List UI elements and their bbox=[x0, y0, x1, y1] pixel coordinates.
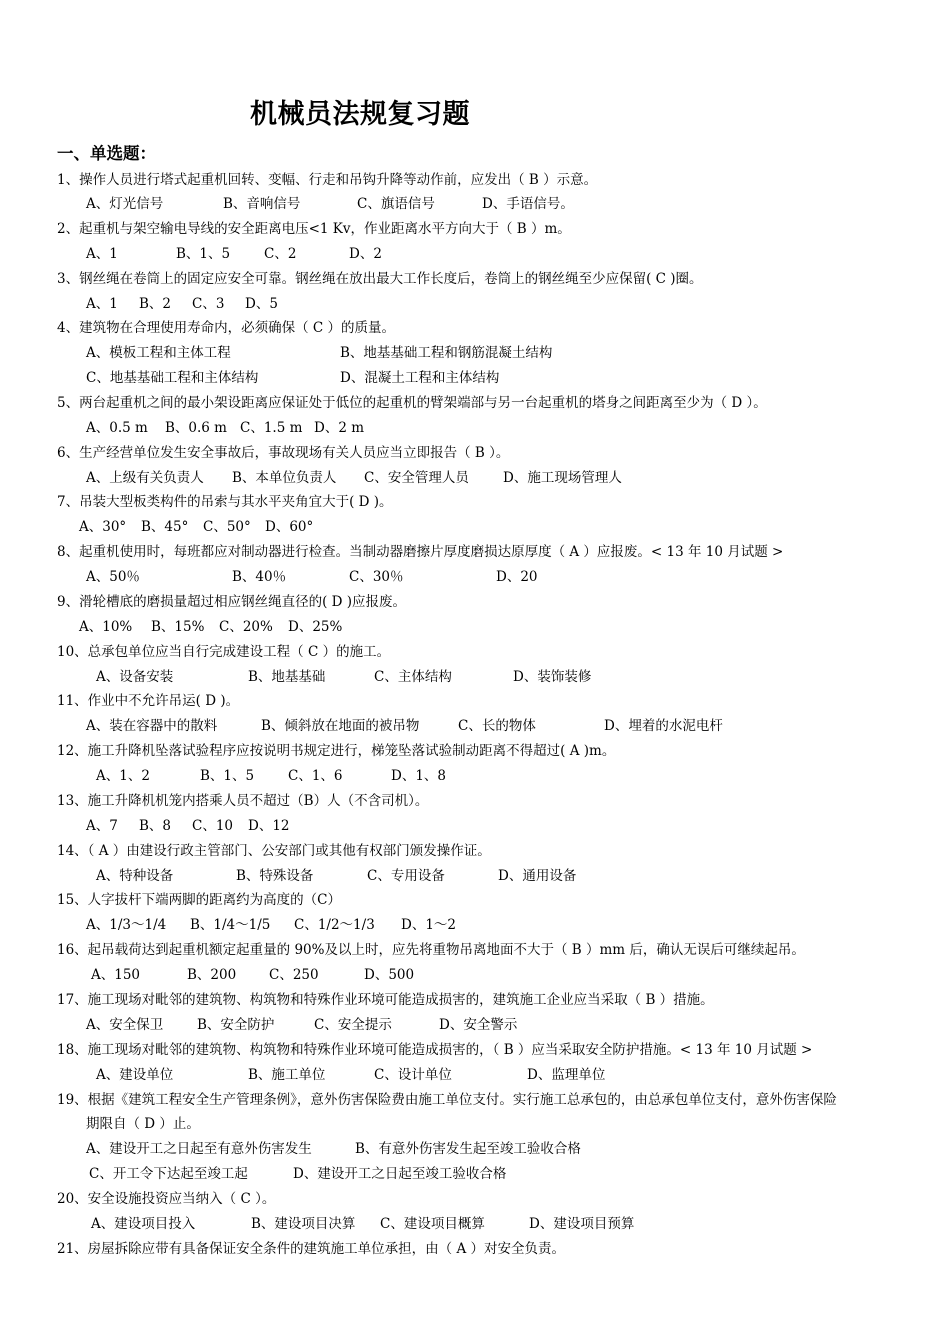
answer-option: B、8 bbox=[139, 818, 172, 834]
answer-option: A、1/3～1/4 bbox=[86, 917, 167, 933]
answer-option: D、手语信号。 bbox=[482, 196, 574, 212]
question-text: 19、根据《建筑工程安全生产管理条例》，意外伤害保险费由施工单位支付。实行施工总承包的，由总承包单位支付，意外伤害保险 bbox=[57, 1092, 837, 1108]
answer-option: A、灯光信号 bbox=[86, 196, 164, 212]
answer-option: C、2 bbox=[264, 246, 297, 262]
answer-option: C、10 bbox=[192, 818, 234, 834]
question-text: 15、人字拔杆下端两脚的距离约为高度的（C） bbox=[57, 892, 342, 908]
answer-option: D、混凝土工程和主体结构 bbox=[340, 370, 500, 386]
question-text: 3、钢丝绳在卷筒上的固定应安全可靠。钢丝绳在放出最大工作长度后，卷筒上的钢丝绳至少应保留( C )圈。 bbox=[57, 271, 703, 287]
answer-option: A、装在容器中的散料 bbox=[86, 718, 218, 734]
answer-option: D、20 bbox=[496, 569, 538, 585]
answer-option: D、建设项目预算 bbox=[529, 1216, 635, 1232]
answer-option: B、有意外伤害发生起至竣工验收合格 bbox=[355, 1141, 581, 1157]
answer-option: B、40％ bbox=[232, 569, 287, 585]
answer-option: A、30° bbox=[79, 519, 127, 535]
question-text: 4、建筑物在合理使用寿命内，必须确保（ C ）的质量。 bbox=[57, 320, 396, 336]
answer-option: C、旗语信号 bbox=[357, 196, 435, 212]
answer-option: C、安全管理人员 bbox=[364, 470, 469, 486]
answer-option: A、1 bbox=[86, 296, 118, 312]
document-title: 机械员法规复习题 bbox=[250, 99, 470, 130]
answer-option: B、15% bbox=[151, 619, 205, 635]
answer-option: B、0.6 m bbox=[165, 420, 227, 436]
answer-option: A、7 bbox=[86, 818, 118, 834]
section-heading: 一、单选题： bbox=[57, 144, 156, 163]
answer-option: A、安全保卫 bbox=[86, 1017, 164, 1033]
answer-option: B、1、5 bbox=[176, 246, 231, 262]
answer-option: A、50％ bbox=[86, 569, 140, 585]
answer-option: A、设备安装 bbox=[96, 669, 174, 685]
question-text-continued: 期限自（ D ）止。 bbox=[86, 1116, 200, 1132]
answer-option: C、安全提示 bbox=[314, 1017, 392, 1033]
question-text: 12、施工升降机坠落试验程序应按说明书规定进行，梯笼坠落试验制动距离不得超过( A )m。 bbox=[57, 743, 616, 759]
answer-option: C、50° bbox=[203, 519, 251, 535]
answer-option: B、地基基础工程和钢筋混凝土结构 bbox=[340, 345, 553, 361]
answer-option: B、地基基础 bbox=[248, 669, 326, 685]
answer-option: C、长的物体 bbox=[458, 718, 536, 734]
question-text: 6、生产经营单位发生安全事故后，事故现场有关人员应当立即报告（ B ）。 bbox=[57, 445, 510, 461]
answer-option: D、建设开工之日起至竣工验收合格 bbox=[293, 1166, 507, 1182]
answer-option: B、音响信号 bbox=[223, 196, 301, 212]
answer-option: B、2 bbox=[139, 296, 172, 312]
answer-option: B、施工单位 bbox=[248, 1067, 326, 1083]
answer-option: C、地基基础工程和主体结构 bbox=[86, 370, 259, 386]
answer-option: A、模板工程和主体工程 bbox=[86, 345, 231, 361]
answer-option: D、25% bbox=[288, 619, 343, 635]
question-text: 5、两台起重机之间的最小架设距离应保证处于低位的起重机的臂架端部与另一台起重机的塔身之间距离至少为（ D ）。 bbox=[57, 395, 767, 411]
answer-option: B、安全防护 bbox=[197, 1017, 275, 1033]
answer-option: A、150 bbox=[91, 967, 141, 983]
answer-option: C、设计单位 bbox=[374, 1067, 452, 1083]
answer-option: A、1、2 bbox=[96, 768, 150, 784]
answer-option: D、2 m bbox=[314, 420, 365, 436]
answer-option: C、30％ bbox=[349, 569, 404, 585]
answer-option: D、施工现场管理人 bbox=[503, 470, 622, 486]
answer-option: D、通用设备 bbox=[498, 868, 577, 884]
answer-option: B、45° bbox=[141, 519, 189, 535]
answer-option: B、1、5 bbox=[200, 768, 255, 784]
answer-option: B、本单位负责人 bbox=[232, 470, 337, 486]
answer-option: A、建设开工之日起至有意外伤害发生 bbox=[86, 1141, 312, 1157]
answer-option: D、5 bbox=[245, 296, 278, 312]
question-text: 14、（ A ）由建设行政主管部门、公安部门或其他有权部门颁发操作证。 bbox=[57, 843, 491, 859]
answer-option: D、装饰装修 bbox=[513, 669, 592, 685]
answer-option: B、倾斜放在地面的被吊物 bbox=[261, 718, 420, 734]
answer-option: D、2 bbox=[349, 246, 382, 262]
answer-option: C、3 bbox=[192, 296, 225, 312]
question-text: 1、操作人员进行塔式起重机回转、变幅、行走和吊钩升降等动作前，应发出（ B ）示意。 bbox=[57, 172, 598, 188]
answer-option: D、60° bbox=[265, 519, 314, 535]
answer-option: B、特殊设备 bbox=[236, 868, 314, 884]
question-text: 8、起重机使用时，每班都应对制动器进行检查。当制动器磨擦片厚度磨损达原厚度（ A ）应报废。< 13 年 10 月试题 > bbox=[57, 544, 784, 560]
question-text: 18、施工现场对毗邻的建筑物、构筑物和特殊作业环境可能造成损害的，（ B ）应当采取安全防护措施。< 13 年 10 月试题 > bbox=[57, 1042, 813, 1058]
answer-option: A、建设单位 bbox=[96, 1067, 174, 1083]
question-text: 2、起重机与架空输电导线的安全距离电压<1 Kv，作业距离水平方向大于（ B ）m。 bbox=[57, 221, 571, 237]
answer-option: C、250 bbox=[269, 967, 319, 983]
answer-option: C、1/2～1/3 bbox=[294, 917, 375, 933]
question-text: 11、作业中不允许吊运( D )。 bbox=[57, 693, 240, 709]
answer-option: A、10% bbox=[79, 619, 133, 635]
answer-option: D、监理单位 bbox=[527, 1067, 606, 1083]
answer-option: C、1、6 bbox=[288, 768, 343, 784]
answer-option: B、1/4～1/5 bbox=[190, 917, 271, 933]
question-text: 16、起吊载荷达到起重机额定起重量的 90%及以上时，应先将重物吊离地面不大于（ B ）mm 后，确认无误后可继续起吊。 bbox=[57, 942, 805, 958]
answer-option: C、主体结构 bbox=[374, 669, 452, 685]
answer-option: C、专用设备 bbox=[367, 868, 445, 884]
question-text: 10、总承包单位应当自行完成建设工程（ C ）的施工。 bbox=[57, 644, 391, 660]
answer-option: C、建设项目概算 bbox=[380, 1216, 485, 1232]
answer-option: A、建设项目投入 bbox=[91, 1216, 196, 1232]
answer-option: B、建设项目决算 bbox=[251, 1216, 356, 1232]
answer-option: A、上级有关负责人 bbox=[86, 470, 204, 486]
question-text: 17、施工现场对毗邻的建筑物、构筑物和特殊作业环境可能造成损害的，建筑施工企业应当采取（ B ）措施。 bbox=[57, 992, 714, 1008]
answer-option: D、1、8 bbox=[391, 768, 447, 784]
answer-option: C、开工令下达起至竣工起 bbox=[89, 1166, 248, 1182]
answer-option: D、安全警示 bbox=[439, 1017, 518, 1033]
question-text: 7、吊装大型板类构件的吊索与其水平夹角宜大于( D )。 bbox=[57, 494, 393, 510]
answer-option: A、特种设备 bbox=[96, 868, 174, 884]
answer-option: B、200 bbox=[187, 967, 237, 983]
question-text: 9、滑轮槽底的磨损量超过相应钢丝绳直径的( D )应报废。 bbox=[57, 594, 407, 610]
question-text: 20、安全设施投资应当纳入（ C ）。 bbox=[57, 1191, 276, 1207]
answer-option: D、500 bbox=[364, 967, 415, 983]
answer-option: A、0.5 m bbox=[86, 420, 148, 436]
answer-option: C、20% bbox=[219, 619, 273, 635]
answer-option: D、1～2 bbox=[401, 917, 457, 933]
question-text: 13、施工升降机机笼内搭乘人员不超过（B）人（不含司机）。 bbox=[57, 793, 429, 809]
answer-option: D、12 bbox=[248, 818, 290, 834]
answer-option: A、1 bbox=[86, 246, 118, 262]
answer-option: C、1.5 m bbox=[240, 420, 303, 436]
answer-option: D、埋着的水泥电杆 bbox=[604, 718, 723, 734]
question-text: 21、房屋拆除应带有具备保证安全条件的建筑施工单位承担，由（ A ）对安全负责。 bbox=[57, 1241, 566, 1257]
